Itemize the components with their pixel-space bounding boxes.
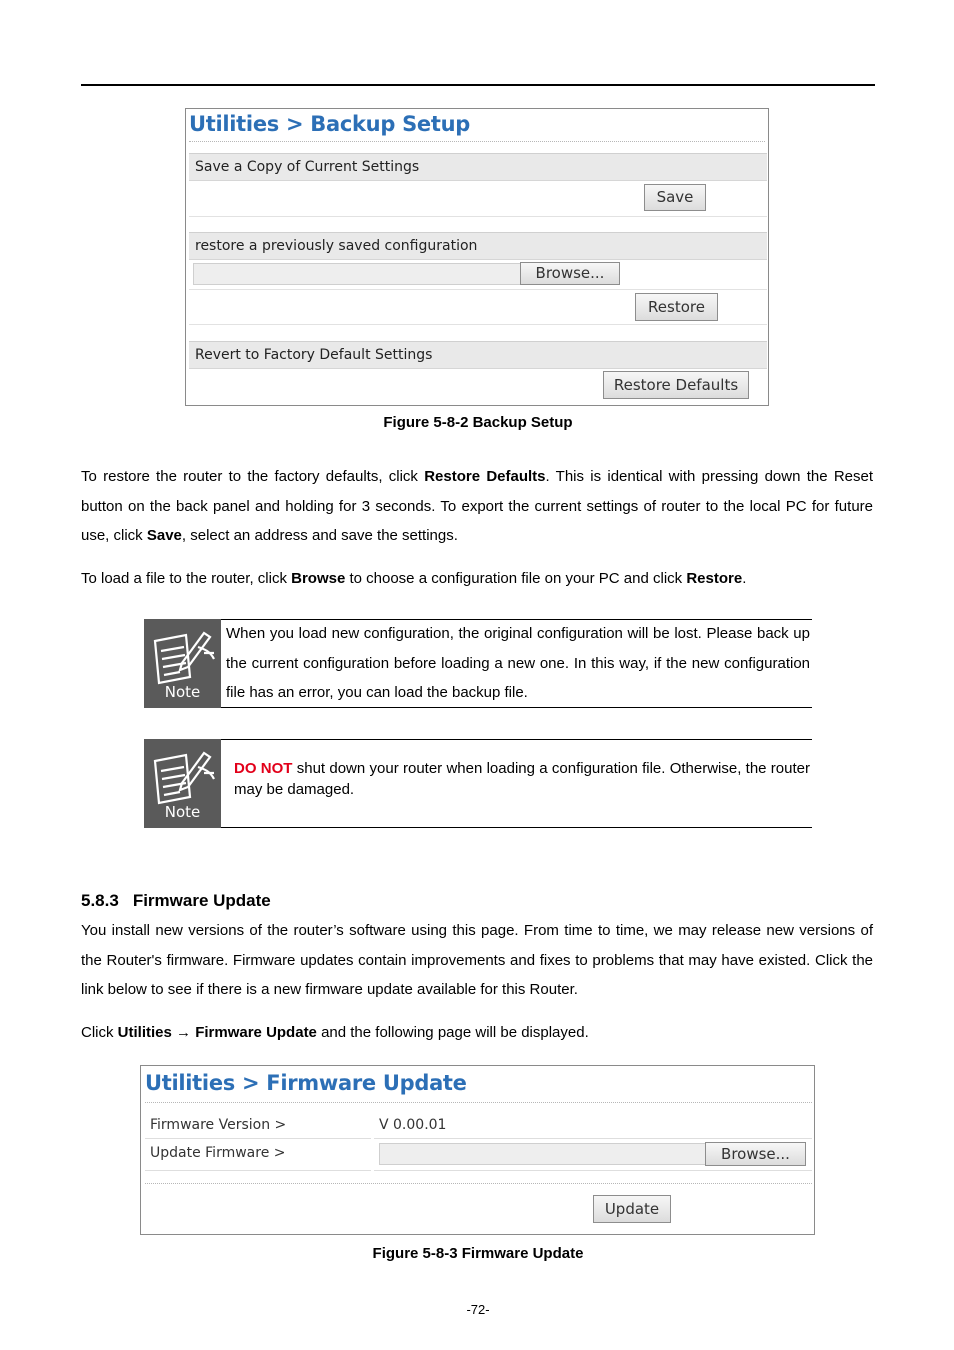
firmware-version-label: Firmware Version > [150,1117,287,1133]
para1-bold-restore-defaults: Restore Defaults [424,468,546,485]
para2-bold-restore: Restore [686,570,743,587]
section-title: Firmware Update [132,891,271,910]
restore-browse-button[interactable]: Browse... [520,262,620,285]
section-number: 5.8.3 [81,891,119,910]
save-button[interactable]: Save [644,184,706,211]
note-1-text: When you load new configuration, the original configuration will be lost. Please back up the current configuration before loading a new one. In this way, if the new configuration file has an error, you can load the backup file. [226,625,810,701]
para2-bold-browse: Browse [291,570,346,587]
note-2-top-rule [221,739,812,740]
para1-bold-save: Save [146,527,182,544]
section-body: You install new versions of the router’s software using this page. From time to time, we may release new versions of the Router's firmware. Firmware updates contain improvements and fixes to problems that may have existed. Click the link below to see if there is a new firmware update available for this Router. [81,922,873,998]
note-2-body: shut down your router when loading a configuration file. Otherwise, the router may be damaged. [234,760,810,798]
restore-section-heading: restore a previously saved configuration [189,232,767,260]
para3-bold-firmware-update: Firmware Update [195,1024,317,1041]
backup-page-title: Utilities > Backup Setup [189,112,470,136]
para1-text-2: . This is identical with pressing down the Reset button on the back panel and holding for 3 seconds. To export the current settings of router to the local PC for future use, click [81,468,874,544]
page-number: -72- [466,1302,490,1317]
firmware-file-field[interactable] [379,1143,707,1165]
section-heading [81,891,271,911]
para3-text-1: Click [81,1024,118,1041]
save-section-heading: Save a Copy of Current Settings [189,153,767,181]
figure-caption-firmware: Figure 5-8-3 Firmware Update [372,1245,584,1262]
firmware-browse-button[interactable]: Browse... [705,1142,806,1166]
para1-text-1: To restore the router to the factory defaults, click [81,468,425,485]
para2-text-1: To load a file to the router, click [81,570,292,587]
firmware-title-divider [145,1102,812,1103]
firmware-version-value: V 0.00.01 [379,1117,447,1133]
note-2-warning: DO NOT [234,760,293,777]
backup-setup-screenshot [185,108,769,406]
header-rule [81,84,875,86]
note-label-1: Note [164,683,201,701]
note-icon-2 [144,739,221,828]
para2-text-2: to choose a configuration file on your PC and click [345,570,687,587]
note-2-bottom-rule [221,827,812,828]
firmware-form-divider [145,1183,812,1184]
firmware-page-title: Utilities > Firmware Update [145,1071,467,1095]
note-2-text [234,758,810,800]
figure-caption-backup: Figure 5-8-2 Backup Setup [383,414,573,431]
restore-defaults-button[interactable]: Restore Defaults [603,371,749,399]
note-pencil-icon [144,739,221,809]
update-button[interactable]: Update [593,1195,671,1223]
title-divider [189,141,765,142]
note-icon-1 [144,619,221,708]
arrow-icon: → [171,1024,196,1041]
firmware-update-screenshot [140,1065,815,1235]
para3-text-2: and the following page will be displayed. [316,1024,589,1041]
paragraph-restore-defaults [81,462,873,551]
update-firmware-label: Update Firmware > [150,1145,286,1161]
note-pencil-icon [144,619,221,689]
restore-button[interactable]: Restore [635,293,718,321]
para2-text-3: . [742,570,747,587]
factory-section-heading: Revert to Factory Default Settings [189,341,767,369]
note-1-bottom-rule [221,707,812,708]
para3-bold-utilities: Utilities [117,1024,172,1041]
paragraph-click-path [81,1018,873,1048]
restore-file-field[interactable] [193,263,521,285]
note-label-2: Note [164,803,201,821]
para1-text-3: , select an address and save the settings. [181,527,458,544]
paragraph-load-file [81,564,873,594]
